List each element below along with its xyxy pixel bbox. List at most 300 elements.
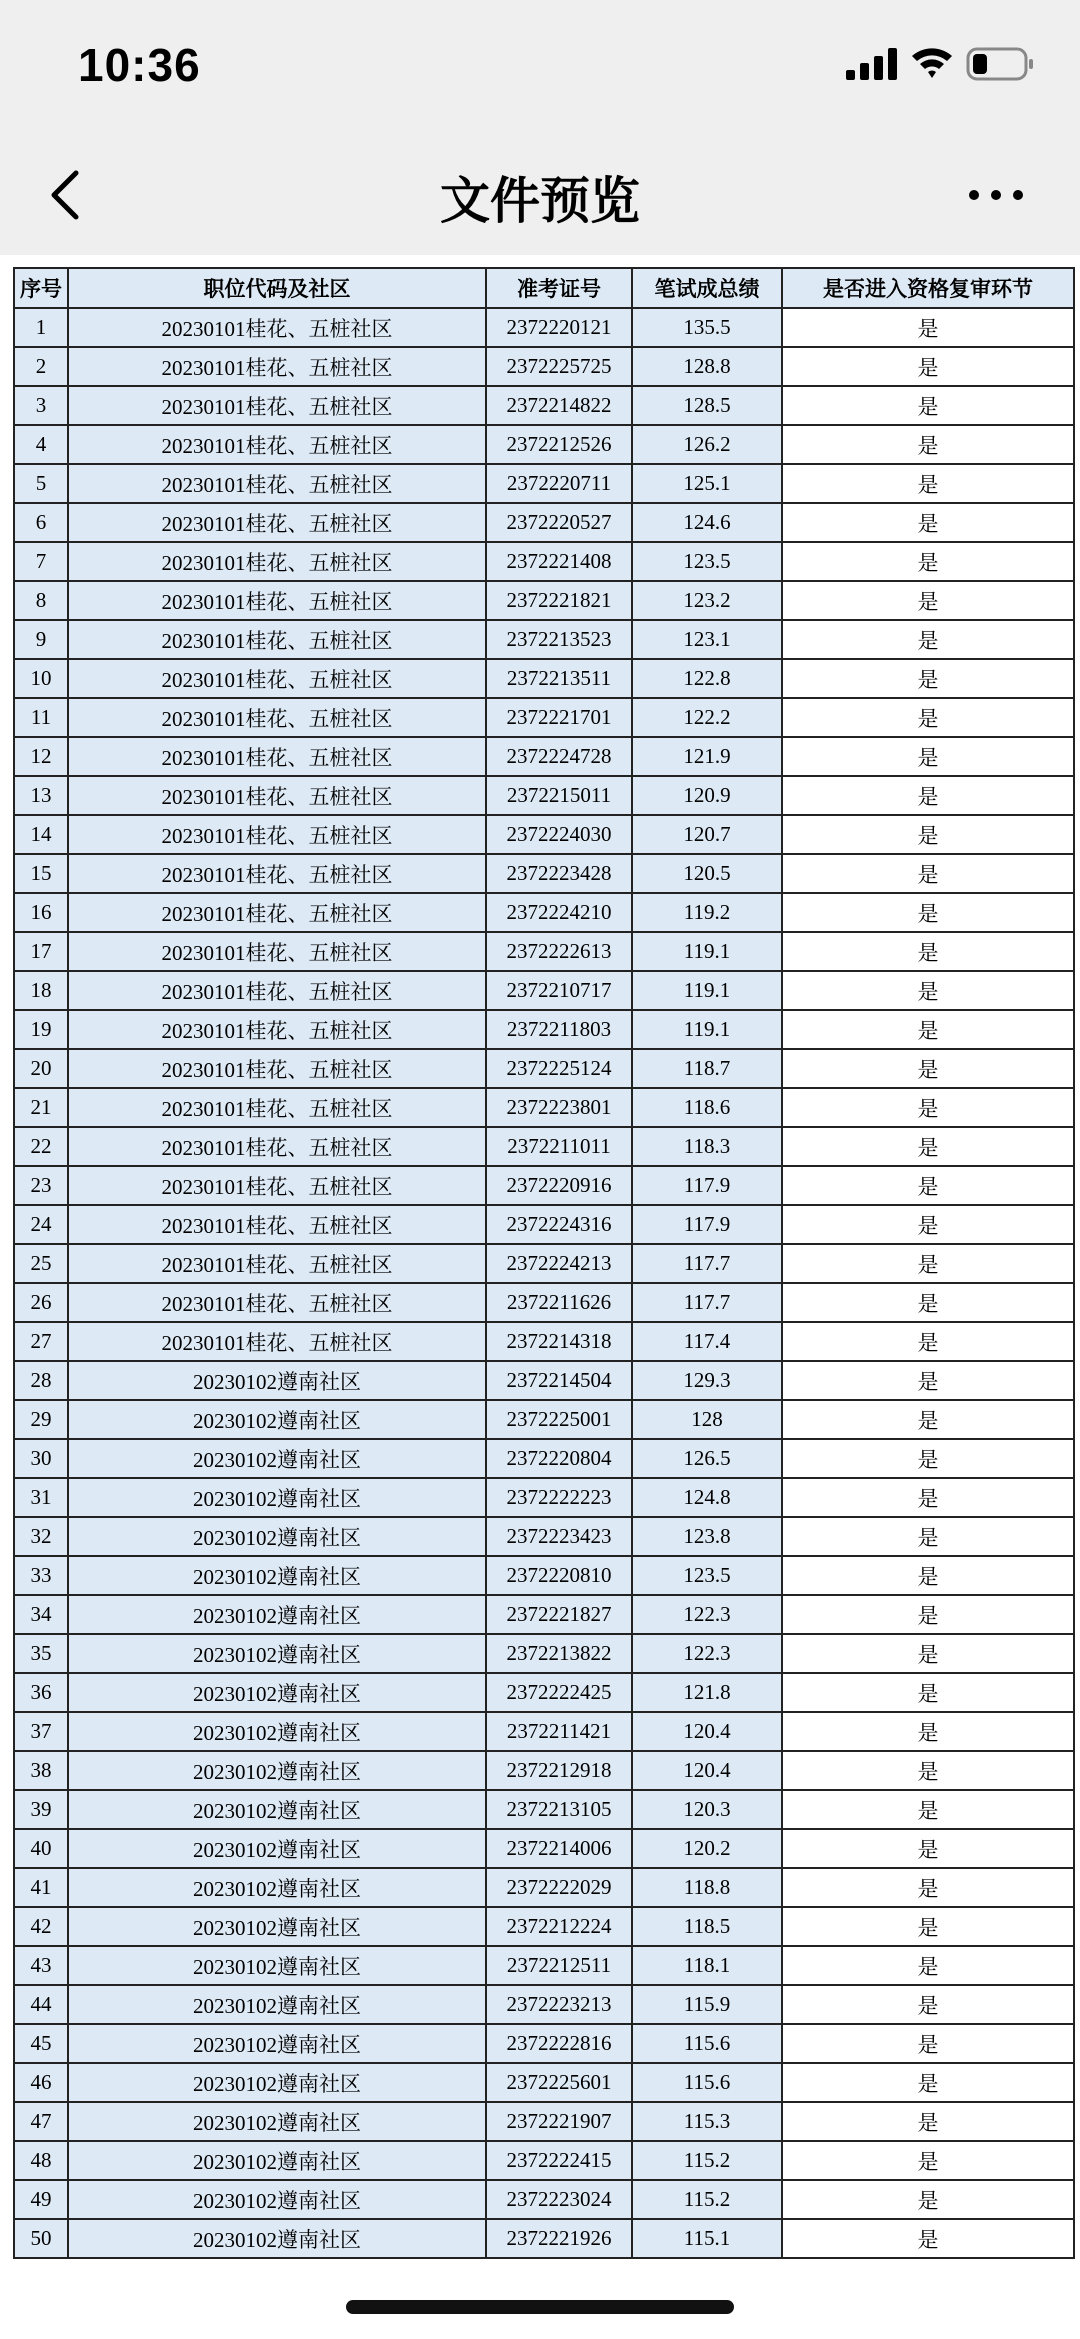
cell-qualified: 是	[782, 659, 1074, 698]
cell-seq: 32	[14, 1517, 68, 1556]
cell-position: 20230101桂花、五桩社区	[68, 308, 486, 347]
table-row	[14, 893, 1074, 932]
cell-position: 20230101桂花、五桩社区	[68, 854, 486, 893]
header-score: 笔试成总绩	[632, 268, 782, 308]
cell-qualified: 是	[782, 893, 1074, 932]
status-bar	[0, 0, 1080, 135]
table-row	[14, 932, 1074, 971]
cell-qualified: 是	[782, 542, 1074, 581]
cell-score: 119.1	[632, 971, 782, 1010]
cell-qualified: 是	[782, 1946, 1074, 1985]
cell-qualified: 是	[782, 1205, 1074, 1244]
cell-seq: 27	[14, 1322, 68, 1361]
cell-qualified: 是	[782, 1127, 1074, 1166]
cell-score: 118.6	[632, 1088, 782, 1127]
cell-exam-id: 2372210717	[486, 971, 632, 1010]
cell-position: 20230102遵南社区	[68, 1751, 486, 1790]
table-row	[14, 503, 1074, 542]
table-row	[14, 1322, 1074, 1361]
cell-score: 117.9	[632, 1166, 782, 1205]
cell-seq: 20	[14, 1049, 68, 1088]
page-title: 文件预览	[440, 173, 640, 229]
table-row	[14, 308, 1074, 347]
cell-score: 118.7	[632, 1049, 782, 1088]
cell-score: 119.1	[632, 932, 782, 971]
cell-score: 123.2	[632, 581, 782, 620]
status-time: 10:36	[78, 39, 201, 91]
cell-exam-id: 2372225001	[486, 1400, 632, 1439]
cell-seq: 46	[14, 2063, 68, 2102]
cell-seq: 9	[14, 620, 68, 659]
cell-score: 121.8	[632, 1673, 782, 1712]
home-indicator	[346, 2300, 734, 2314]
cell-position: 20230101桂花、五桩社区	[68, 425, 486, 464]
cell-qualified: 是	[782, 1088, 1074, 1127]
cell-position: 20230102遵南社区	[68, 1985, 486, 2024]
cell-exam-id: 2372221701	[486, 698, 632, 737]
cell-qualified: 是	[782, 1868, 1074, 1907]
cell-exam-id: 2372215011	[486, 776, 632, 815]
cell-exam-id: 2372220121	[486, 308, 632, 347]
results-table	[13, 267, 1075, 2259]
cell-position: 20230102遵南社区	[68, 2219, 486, 2258]
cell-seq: 15	[14, 854, 68, 893]
cell-seq: 1	[14, 308, 68, 347]
cell-position: 20230101桂花、五桩社区	[68, 815, 486, 854]
cell-qualified: 是	[782, 386, 1074, 425]
cell-score: 115.3	[632, 2102, 782, 2141]
cell-exam-id: 2372211011	[486, 1127, 632, 1166]
cell-position: 20230101桂花、五桩社区	[68, 1322, 486, 1361]
cell-exam-id: 2372224213	[486, 1244, 632, 1283]
table-row	[14, 776, 1074, 815]
table-row	[14, 1478, 1074, 1517]
cell-score: 122.2	[632, 698, 782, 737]
cell-exam-id: 2372221926	[486, 2219, 632, 2258]
cell-qualified: 是	[782, 1634, 1074, 1673]
cell-qualified: 是	[782, 425, 1074, 464]
cell-position: 20230102遵南社区	[68, 1361, 486, 1400]
table-header-row	[14, 268, 1074, 308]
cell-position: 20230101桂花、五桩社区	[68, 386, 486, 425]
cell-score: 125.1	[632, 464, 782, 503]
cell-qualified: 是	[782, 932, 1074, 971]
cell-score: 128	[632, 1400, 782, 1439]
cell-position: 20230101桂花、五桩社区	[68, 893, 486, 932]
table-row	[14, 620, 1074, 659]
cell-score: 126.2	[632, 425, 782, 464]
cell-qualified: 是	[782, 737, 1074, 776]
cell-position: 20230101桂花、五桩社区	[68, 1205, 486, 1244]
cell-exam-id: 2372222425	[486, 1673, 632, 1712]
cell-seq: 11	[14, 698, 68, 737]
cell-qualified: 是	[782, 776, 1074, 815]
cell-position: 20230101桂花、五桩社区	[68, 542, 486, 581]
cell-seq: 17	[14, 932, 68, 971]
cell-score: 128.8	[632, 347, 782, 386]
cell-position: 20230102遵南社区	[68, 2063, 486, 2102]
cell-exam-id: 2372221408	[486, 542, 632, 581]
cell-qualified: 是	[782, 1283, 1074, 1322]
cell-exam-id: 2372214318	[486, 1322, 632, 1361]
cell-qualified: 是	[782, 1166, 1074, 1205]
table-row	[14, 347, 1074, 386]
cell-position: 20230102遵南社区	[68, 1556, 486, 1595]
cell-score: 120.4	[632, 1712, 782, 1751]
cell-exam-id: 2372213105	[486, 1790, 632, 1829]
cell-score: 118.5	[632, 1907, 782, 1946]
cell-position: 20230102遵南社区	[68, 1517, 486, 1556]
cell-exam-id: 2372225601	[486, 2063, 632, 2102]
cell-seq: 33	[14, 1556, 68, 1595]
document-preview[interactable]	[0, 255, 1080, 2339]
cell-score: 121.9	[632, 737, 782, 776]
table-row	[14, 815, 1074, 854]
cell-exam-id: 2372220804	[486, 1439, 632, 1478]
battery-icon	[966, 46, 1036, 82]
cell-score: 123.5	[632, 542, 782, 581]
cell-exam-id: 2372212224	[486, 1907, 632, 1946]
cell-qualified: 是	[782, 1244, 1074, 1283]
cell-seq: 42	[14, 1907, 68, 1946]
cell-position: 20230102遵南社区	[68, 2024, 486, 2063]
cell-position: 20230101桂花、五桩社区	[68, 1010, 486, 1049]
cell-qualified: 是	[782, 1049, 1074, 1088]
header-exam-id: 准考证号	[486, 268, 632, 308]
cell-qualified: 是	[782, 2180, 1074, 2219]
cell-position: 20230101桂花、五桩社区	[68, 932, 486, 971]
cell-position: 20230101桂花、五桩社区	[68, 1244, 486, 1283]
cell-position: 20230101桂花、五桩社区	[68, 503, 486, 542]
cell-exam-id: 2372222816	[486, 2024, 632, 2063]
table-row	[14, 581, 1074, 620]
cell-score: 123.5	[632, 1556, 782, 1595]
cell-score: 120.2	[632, 1829, 782, 1868]
cell-seq: 31	[14, 1478, 68, 1517]
table-row	[14, 1010, 1074, 1049]
table-row	[14, 1556, 1074, 1595]
cell-seq: 41	[14, 1868, 68, 1907]
cell-seq: 21	[14, 1088, 68, 1127]
cell-exam-id: 2372222223	[486, 1478, 632, 1517]
table-row	[14, 854, 1074, 893]
cellular-signal-icon	[846, 48, 898, 80]
cell-exam-id: 2372223024	[486, 2180, 632, 2219]
cell-exam-id: 2372223423	[486, 1517, 632, 1556]
cell-qualified: 是	[782, 854, 1074, 893]
cell-position: 20230102遵南社区	[68, 1439, 486, 1478]
more-options-icon[interactable]	[966, 173, 1026, 217]
cell-qualified: 是	[782, 815, 1074, 854]
cell-exam-id: 2372223428	[486, 854, 632, 893]
cell-score: 122.8	[632, 659, 782, 698]
cell-position: 20230102遵南社区	[68, 1478, 486, 1517]
cell-score: 120.9	[632, 776, 782, 815]
table-row	[14, 2063, 1074, 2102]
table-row	[14, 1088, 1074, 1127]
table-row	[14, 425, 1074, 464]
cell-seq: 19	[14, 1010, 68, 1049]
cell-exam-id: 2372213822	[486, 1634, 632, 1673]
cell-qualified: 是	[782, 464, 1074, 503]
wifi-icon	[910, 44, 954, 82]
table-row	[14, 1634, 1074, 1673]
cell-qualified: 是	[782, 1517, 1074, 1556]
cell-exam-id: 2372224210	[486, 893, 632, 932]
table-row	[14, 1595, 1074, 1634]
cell-position: 20230102遵南社区	[68, 2141, 486, 2180]
cell-exam-id: 2372222415	[486, 2141, 632, 2180]
table-row	[14, 1517, 1074, 1556]
cell-exam-id: 2372221821	[486, 581, 632, 620]
cell-seq: 36	[14, 1673, 68, 1712]
cell-exam-id: 2372214504	[486, 1361, 632, 1400]
cell-qualified: 是	[782, 698, 1074, 737]
table-row	[14, 1205, 1074, 1244]
cell-position: 20230101桂花、五桩社区	[68, 581, 486, 620]
cell-score: 115.2	[632, 2141, 782, 2180]
table-row	[14, 1829, 1074, 1868]
table-row	[14, 1283, 1074, 1322]
cell-position: 20230101桂花、五桩社区	[68, 620, 486, 659]
cell-seq: 34	[14, 1595, 68, 1634]
cell-seq: 24	[14, 1205, 68, 1244]
table-row	[14, 1985, 1074, 2024]
cell-exam-id: 2372221907	[486, 2102, 632, 2141]
cell-seq: 10	[14, 659, 68, 698]
cell-score: 120.4	[632, 1751, 782, 1790]
table-row	[14, 2024, 1074, 2063]
cell-exam-id: 2372213511	[486, 659, 632, 698]
cell-exam-id: 2372220527	[486, 503, 632, 542]
cell-exam-id: 2372214006	[486, 1829, 632, 1868]
cell-score: 117.7	[632, 1244, 782, 1283]
table-row	[14, 1244, 1074, 1283]
cell-exam-id: 2372220810	[486, 1556, 632, 1595]
cell-qualified: 是	[782, 1010, 1074, 1049]
cell-exam-id: 2372224030	[486, 815, 632, 854]
cell-exam-id: 2372212511	[486, 1946, 632, 1985]
cell-position: 20230101桂花、五桩社区	[68, 737, 486, 776]
table-row	[14, 1712, 1074, 1751]
table-row	[14, 1751, 1074, 1790]
cell-qualified: 是	[782, 1361, 1074, 1400]
table-row	[14, 464, 1074, 503]
cell-seq: 38	[14, 1751, 68, 1790]
table-row	[14, 737, 1074, 776]
table-row	[14, 698, 1074, 737]
cell-seq: 37	[14, 1712, 68, 1751]
table-row	[14, 1790, 1074, 1829]
cell-position: 20230101桂花、五桩社区	[68, 1049, 486, 1088]
cell-seq: 35	[14, 1634, 68, 1673]
cell-score: 120.3	[632, 1790, 782, 1829]
cell-position: 20230102遵南社区	[68, 1868, 486, 1907]
cell-qualified: 是	[782, 1829, 1074, 1868]
cell-score: 123.8	[632, 1517, 782, 1556]
cell-seq: 50	[14, 2219, 68, 2258]
cell-seq: 16	[14, 893, 68, 932]
cell-seq: 45	[14, 2024, 68, 2063]
cell-qualified: 是	[782, 1985, 1074, 2024]
cell-qualified: 是	[782, 1673, 1074, 1712]
cell-qualified: 是	[782, 2102, 1074, 2141]
table-row	[14, 1946, 1074, 1985]
cell-exam-id: 2372213523	[486, 620, 632, 659]
cell-position: 20230101桂花、五桩社区	[68, 698, 486, 737]
table-row	[14, 1868, 1074, 1907]
table-row	[14, 1907, 1074, 1946]
cell-seq: 49	[14, 2180, 68, 2219]
cell-seq: 22	[14, 1127, 68, 1166]
table-row	[14, 1127, 1074, 1166]
cell-seq: 47	[14, 2102, 68, 2141]
cell-score: 122.3	[632, 1595, 782, 1634]
cell-score: 120.5	[632, 854, 782, 893]
cell-exam-id: 2372225725	[486, 347, 632, 386]
cell-seq: 8	[14, 581, 68, 620]
cell-position: 20230101桂花、五桩社区	[68, 464, 486, 503]
cell-seq: 43	[14, 1946, 68, 1985]
cell-seq: 48	[14, 2141, 68, 2180]
cell-seq: 14	[14, 815, 68, 854]
cell-score: 118.3	[632, 1127, 782, 1166]
cell-position: 20230102遵南社区	[68, 1790, 486, 1829]
cell-qualified: 是	[782, 2141, 1074, 2180]
cell-seq: 28	[14, 1361, 68, 1400]
cell-position: 20230101桂花、五桩社区	[68, 1283, 486, 1322]
cell-qualified: 是	[782, 503, 1074, 542]
table-row	[14, 386, 1074, 425]
cell-exam-id: 2372225124	[486, 1049, 632, 1088]
cell-score: 118.8	[632, 1868, 782, 1907]
cell-score: 126.5	[632, 1439, 782, 1478]
cell-score: 115.1	[632, 2219, 782, 2258]
cell-position: 20230102遵南社区	[68, 1907, 486, 1946]
cell-position: 20230101桂花、五桩社区	[68, 1127, 486, 1166]
header-position: 职位代码及社区	[68, 268, 486, 308]
cell-score: 119.2	[632, 893, 782, 932]
cell-score: 123.1	[632, 620, 782, 659]
table-row	[14, 1400, 1074, 1439]
cell-qualified: 是	[782, 1712, 1074, 1751]
cell-qualified: 是	[782, 308, 1074, 347]
cell-score: 115.9	[632, 1985, 782, 2024]
cell-position: 20230102遵南社区	[68, 1829, 486, 1868]
cell-score: 124.8	[632, 1478, 782, 1517]
cell-seq: 4	[14, 425, 68, 464]
cell-seq: 44	[14, 1985, 68, 2024]
cell-qualified: 是	[782, 620, 1074, 659]
table-row	[14, 1673, 1074, 1712]
cell-seq: 23	[14, 1166, 68, 1205]
cell-position: 20230102遵南社区	[68, 1634, 486, 1673]
cell-position: 20230102遵南社区	[68, 1673, 486, 1712]
cell-position: 20230102遵南社区	[68, 1400, 486, 1439]
cell-qualified: 是	[782, 1322, 1074, 1361]
table-row	[14, 1049, 1074, 1088]
cell-qualified: 是	[782, 1400, 1074, 1439]
cell-qualified: 是	[782, 1751, 1074, 1790]
cell-position: 20230102遵南社区	[68, 2102, 486, 2141]
cell-exam-id: 2372220711	[486, 464, 632, 503]
cell-seq: 39	[14, 1790, 68, 1829]
cell-position: 20230102遵南社区	[68, 1712, 486, 1751]
cell-exam-id: 2372223213	[486, 1985, 632, 2024]
cell-score: 117.7	[632, 1283, 782, 1322]
cell-score: 128.5	[632, 386, 782, 425]
cell-seq: 12	[14, 737, 68, 776]
table-row	[14, 542, 1074, 581]
cell-score: 117.4	[632, 1322, 782, 1361]
cell-qualified: 是	[782, 971, 1074, 1010]
table-row	[14, 1361, 1074, 1400]
cell-score: 118.1	[632, 1946, 782, 1985]
cell-score: 120.7	[632, 815, 782, 854]
cell-qualified: 是	[782, 1907, 1074, 1946]
cell-seq: 40	[14, 1829, 68, 1868]
cell-score: 135.5	[632, 308, 782, 347]
cell-exam-id: 2372221827	[486, 1595, 632, 1634]
cell-exam-id: 2372212918	[486, 1751, 632, 1790]
cell-score: 115.2	[632, 2180, 782, 2219]
table-row	[14, 1166, 1074, 1205]
cell-seq: 18	[14, 971, 68, 1010]
cell-seq: 7	[14, 542, 68, 581]
cell-position: 20230101桂花、五桩社区	[68, 971, 486, 1010]
table-row	[14, 2180, 1074, 2219]
cell-position: 20230102遵南社区	[68, 2180, 486, 2219]
cell-seq: 30	[14, 1439, 68, 1478]
table-row	[14, 971, 1074, 1010]
table-body	[14, 308, 1074, 2258]
cell-seq: 29	[14, 1400, 68, 1439]
table-row	[14, 2141, 1074, 2180]
cell-position: 20230102遵南社区	[68, 1946, 486, 1985]
table-row	[14, 1439, 1074, 1478]
cell-qualified: 是	[782, 1439, 1074, 1478]
cell-seq: 2	[14, 347, 68, 386]
cell-exam-id: 2372211626	[486, 1283, 632, 1322]
cell-score: 115.6	[632, 2024, 782, 2063]
cell-position: 20230101桂花、五桩社区	[68, 776, 486, 815]
cell-position: 20230101桂花、五桩社区	[68, 347, 486, 386]
cell-position: 20230101桂花、五桩社区	[68, 1088, 486, 1127]
table-row	[14, 2102, 1074, 2141]
cell-exam-id: 2372214822	[486, 386, 632, 425]
cell-qualified: 是	[782, 347, 1074, 386]
cell-qualified: 是	[782, 581, 1074, 620]
cell-qualified: 是	[782, 1556, 1074, 1595]
cell-score: 117.9	[632, 1205, 782, 1244]
cell-qualified: 是	[782, 1478, 1074, 1517]
cell-seq: 3	[14, 386, 68, 425]
navigation-bar	[0, 135, 1080, 255]
cell-exam-id: 2372212526	[486, 425, 632, 464]
cell-score: 115.6	[632, 2063, 782, 2102]
cell-exam-id: 2372220916	[486, 1166, 632, 1205]
table-row	[14, 2219, 1074, 2258]
cell-position: 20230102遵南社区	[68, 1595, 486, 1634]
cell-qualified: 是	[782, 2024, 1074, 2063]
cell-seq: 13	[14, 776, 68, 815]
cell-position: 20230101桂花、五桩社区	[68, 1166, 486, 1205]
cell-exam-id: 2372224728	[486, 737, 632, 776]
header-seq: 序号	[14, 268, 68, 308]
cell-position: 20230101桂花、五桩社区	[68, 659, 486, 698]
cell-exam-id: 2372223801	[486, 1088, 632, 1127]
cell-seq: 26	[14, 1283, 68, 1322]
